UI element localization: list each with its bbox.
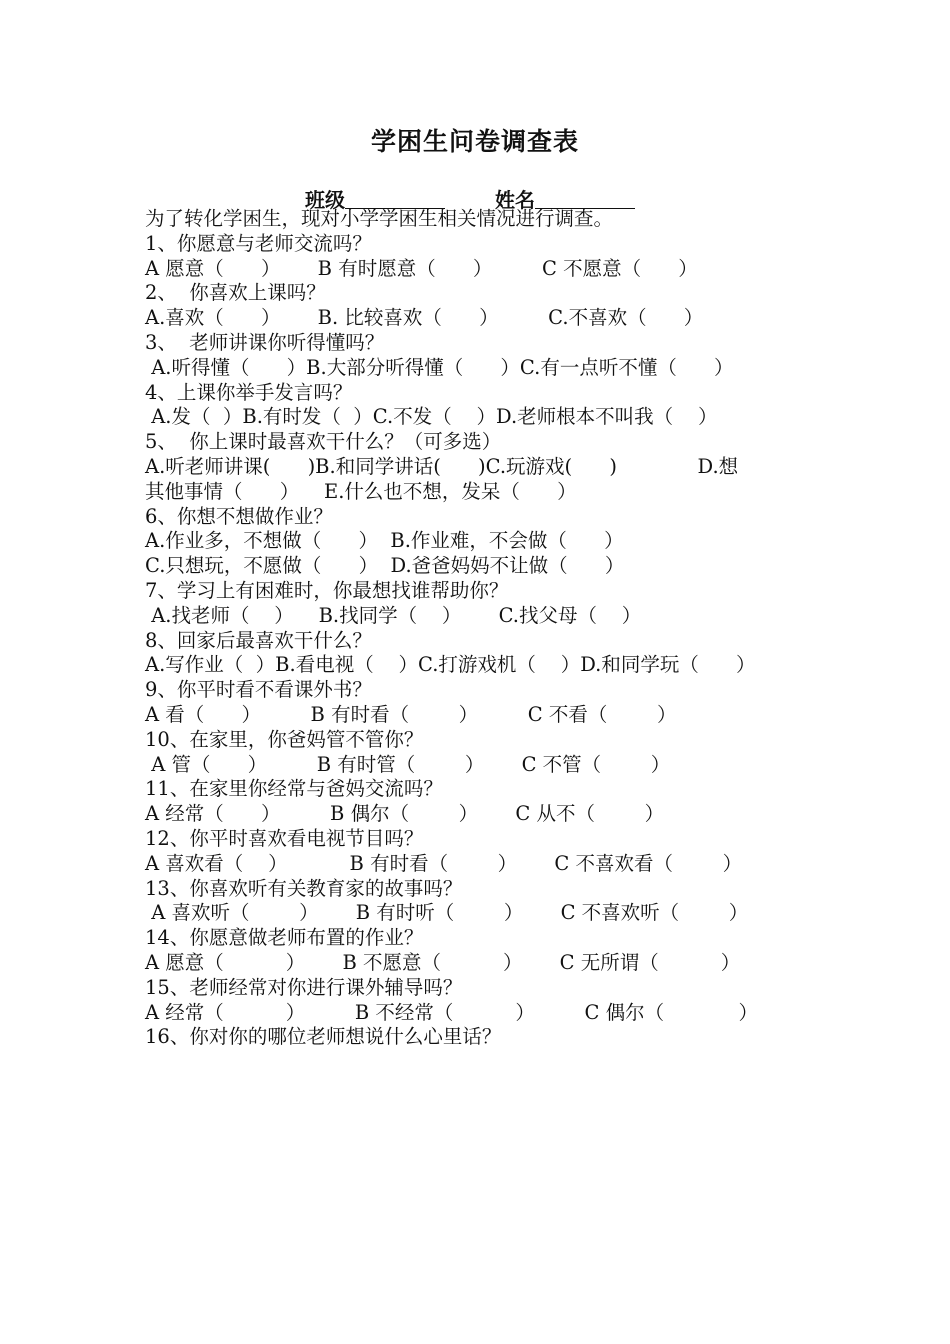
options-15: A 经常（ ） B 不经常（ ） C 偶尔（ ） (145, 1000, 758, 1024)
question-6: 6、你想不想做作业？ (145, 504, 333, 528)
question-16: 16、你对你的哪位老师想说什么心里话？ (145, 1025, 502, 1049)
question-14: 14、你愿意做老师布置的作业？ (145, 926, 424, 950)
options-4: A.发（ ）B.有时发（ ）C.不发（ ）D.老师根本不叫我（ ） (145, 405, 718, 429)
question-2: 2、 你喜欢上课吗？ (145, 281, 326, 305)
question-9: 9、你平时看不看课外书？ (145, 678, 372, 702)
question-7: 7、学习上有困难时，你最想找谁帮助你？ (145, 578, 509, 602)
options-1: A 愿意（ ） B 有时愿意（ ） C 不愿意（ ） (145, 256, 698, 280)
class-blank-line (345, 188, 445, 209)
question-12: 12、你平时喜欢看电视节目吗？ (145, 826, 424, 850)
question-5: 5、 你上课时最喜欢干什么？（可多选） (145, 430, 502, 454)
class-label: 班级 (305, 188, 345, 212)
question-13: 13、你喜欢听有关教育家的故事吗？ (145, 876, 463, 900)
intro-text: 为了转化学困生，现对小学学困生相关情况进行调查。 (145, 207, 614, 230)
question-10: 10、在家里，你爸妈管不管你？ (145, 727, 424, 751)
options-10: A 管（ ） B 有时管（ ） C 不管（ ） (145, 752, 671, 776)
options-13: A 喜欢听（ ） B 有时听（ ） C 不喜欢听（ ） (145, 901, 749, 925)
question-11: 11、在家里你经常与爸妈交流吗？ (145, 777, 443, 801)
options-3: A.听得懂（ ）B.大部分听得懂（ ）C.有一点听不懂（ ） (145, 355, 734, 379)
question-15: 15、老师经常对你进行课外辅导吗？ (145, 975, 463, 999)
question-4: 4、上课你举手发言吗？ (145, 380, 353, 404)
options-6-line-1: A.作业多，不想做（ ） B.作业难，不会做（ ） (145, 529, 624, 553)
options-12: A 喜欢看（ ） B 有时看（ ） C 不喜欢看（ ） (145, 851, 743, 875)
questionnaire-body (145, 207, 825, 1050)
options-7: A.找老师（ ） B.找同学（ ） C.找父母（ ） (145, 603, 642, 627)
options-8: A.写作业（ ）B.看电视（ ）C.打游戏机（ ）D.和同学玩（ ） (145, 653, 756, 677)
question-1: 1、你愿意与老师交流吗？ (145, 231, 372, 255)
question-8: 8、回家后最喜欢干什么？ (145, 628, 372, 652)
options-5-line-1: A.听老师讲课( )B.和同学讲话( )C.玩游戏( ) D.想 (145, 454, 739, 478)
options-14: A 愿意（ ） B 不愿意（ ） C 无所谓（ ） (145, 950, 741, 974)
options-5-line-2: 其他事情（ ） E.什么也不想，发呆（ ） (145, 479, 577, 503)
options-6-line-2: C.只想玩，不愿做（ ） D.爸爸妈妈不让做（ ） (145, 554, 625, 578)
name-label: 姓名 (495, 188, 535, 212)
page-title: 学困生问卷调查表 (370, 127, 579, 156)
options-2: A.喜欢（ ） B. 比较喜欢（ ） C.不喜欢（ ） (145, 306, 704, 330)
question-3: 3、 老师讲课你听得懂吗？ (145, 330, 385, 354)
options-11: A 经常（ ） B 偶尔（ ） C 从不（ ） (145, 802, 665, 826)
name-blank-line (535, 188, 635, 209)
options-9: A 看（ ） B 有时看（ ） C 不看（ ） (145, 702, 677, 726)
